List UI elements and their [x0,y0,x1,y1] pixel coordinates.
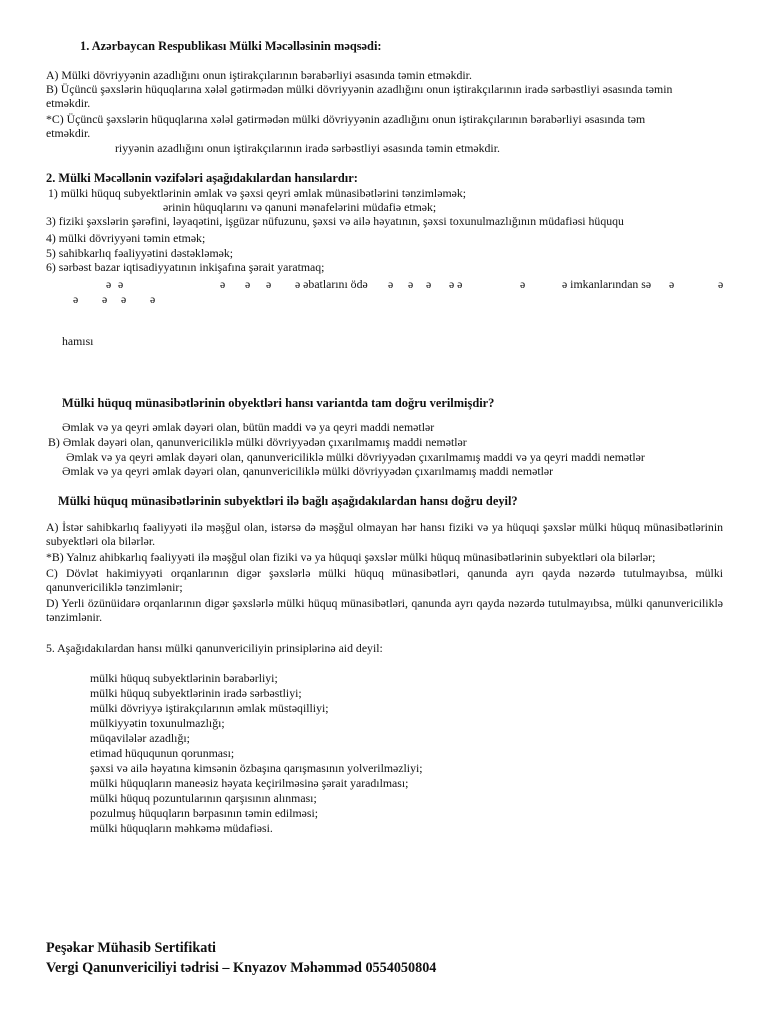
q4-option-a: A) İstər sahibkarlıq fəaliyyəti ilə məşğul olan, istərsə də məşğul olmayan hər hansı fiziki və ya hüquqi şəxslər mülki hüquq münasibətlərinin subyektləri ola bilərlər. [46,520,723,548]
q5-item: mülki hüquqların maneəsiz həyata keçirilməsinə şərait yaradılması; [90,776,409,790]
q1-option-c-line1: *C) Üçüncü şəxslərin hüquqlarına xələl gətirmədən mülki dövriyyənin azadlığını onun iştirakçılarının bərabərliyi əsasında təm [46,112,646,126]
q2-item-2: ərinin hüquqlarını və qanuni mənafelərini müdafiə etmək; [163,200,437,214]
text-fragment: ə [106,277,112,291]
q3-option-3: Əmlak və ya qeyri əmlak dəyəri olan, qanunvericiliklə mülki dövriyyədən çıxarılmamış maddi və ya qeyri maddi nemətlər [66,450,645,464]
text-fragment: ə [388,277,394,291]
question-1-title: 1. Azərbaycan Respublikası Mülki Məcəlləsinin məqsədi: [80,39,382,53]
question-4-title: Mülki hüquq münasibətlərinin subyektləri ilə bağlı aşağıdakılardan hansı doğru deyil? [58,494,518,508]
q5-item: mülki hüquqların məhkəmə müdafiəsi. [90,821,273,835]
text-fragment: ə əbatlarını ödə [295,277,368,291]
q5-item: mülki dövriyyə iştirakçılarının əmlak müstəqilliyi; [90,701,329,715]
q5-item: mülki hüquq subyektlərinin iradə sərbəstliyi; [90,686,302,700]
q1-option-b-line1: B) Üçüncü şəxslərin hüquqlarına xələl gətirmədən mülki dövriyyənin azadlığını onun iştirakçılarının iradə sərbəstliyi əsasında təmin [46,82,673,96]
q3-option-2: B) Əmlak dəyəri olan, qanunvericiliklə mülki dövriyyədən çıxarılmamış maddi nemətlər [48,435,467,449]
q1-option-b-line2: etməkdir. [46,96,91,110]
q2-item-1: 1) mülki hüquq subyektlərinin əmlak və şəxsi qeyri əmlak münasibətlərini tənzimləmək; [48,186,467,200]
text-fragment: ə [102,292,108,306]
question-2-title: 2. Mülki Məcəllənin vəzifələri aşağıdakılardan hansılardır: [46,171,358,185]
footer-certificate-title: Peşəkar Mühasib Sertifikati [46,940,216,956]
q5-item: pozulmuş hüquqların bərpasının təmin edilməsi; [90,806,319,820]
text-fragment: ə [245,277,251,291]
q5-item: mülki hüquq subyektlərinin bərabərliyi; [90,671,278,685]
q4-option-b: *B) Yalnız ahibkarlıq fəaliyyəti ilə məşğul olan fiziki və ya hüquqi şəxslər mülki hüquq münasibətlərinin subyektləri ola bilərlər; [46,550,656,564]
text-fragment: ə [408,277,414,291]
q5-item: müqavilələr azadlığı; [90,731,190,745]
text-fragment: ə [520,277,526,291]
text-fragment: ə [73,292,79,306]
q3-option-1: Əmlak və ya qeyri əmlak dəyəri olan, bütün maddi və ya qeyri maddi nemətlər [62,420,435,434]
text-fragment: ə [121,292,127,306]
q2-item-4: 4) mülki dövriyyəni təmin etmək; [46,231,206,245]
text-fragment: ə [266,277,272,291]
q5-item: mülki hüquq pozuntularının qarşısının alınması; [90,791,317,805]
question-3-title: Mülki hüquq münasibətlərinin obyektləri hansı variantda tam doğru verilmişdir? [62,396,495,410]
text-fragment: ə [718,277,724,291]
q2-answer: hamısı [62,334,94,348]
q1-option-c-line2: etməkdir. [46,126,91,140]
q2-item-6: 6) sərbəst bazar iqtisadiyyatının inkişafına şərait yaratmaq; [46,260,325,274]
q5-item: etimad hüququnun qorunması; [90,746,235,760]
text-fragment: ə ə [449,277,463,291]
question-5-title: 5. Aşağıdakılardan hansı mülki qanunvericiliyin prinsiplərinə aid deyil: [46,641,383,655]
q5-item: şəxsi və ailə həyatına kimsənin özbaşına qarışmasının yolverilməzliyi; [90,761,423,775]
q2-item-3: 3) fiziki şəxslərin şərəfini, ləyaqətini, işgüzar nüfuzunu, şəxsi və ailə həyatının, şəxsi toxunulmazlığının müdafiəsi hüququ [46,214,624,228]
text-fragment: ə [669,277,675,291]
text-fragment: ə [426,277,432,291]
text-fragment: ə [118,277,124,291]
q2-item-5: 5) sahibkarlıq fəaliyyətini dəstəkləmək; [46,246,234,260]
q1-option-d: riyyənin azadlığını onun iştirakçılarının iradə sərbəstliyi əsasında təmin etməkdir. [115,141,500,155]
q4-option-d: D) Yerli özünüidarə orqanlarının digər şəxslərlə mülki hüquq münasibətləri, qanunda ayrı qayda nəzərdə tutulmayıbsa, mülki qanunvericiliklə tənzimlənir. [46,596,723,624]
text-fragment: ə [220,277,226,291]
q4-option-c: C) Dövlət hakimiyyəti orqanlarının digər şəxslərlə mülki hüquq münasibətləri, qanunda ayrı qayda nəzərdə tutulmayıbsa, mülki qanunvericiliklə tənzimlənir; [46,566,723,594]
text-fragment: ə imkanlarından sə [562,277,652,291]
q5-item: mülkiyyətin toxunulmazlığı; [90,716,225,730]
text-fragment: ə [150,292,156,306]
q3-option-4: Əmlak və ya qeyri əmlak dəyəri olan, qanunvericiliklə mülki dövriyyədən çıxarılmamış maddi nemətlər [62,464,554,478]
footer-author-contact: Vergi Qanunvericiliyi tədrisi – Knyazov Məhəmməd 0554050804 [46,960,437,976]
q1-option-a: A) Mülki dövriyyənin azadlığını onun iştirakçılarının bərabərliyi əsasında təmin etməkdir. [46,68,472,82]
